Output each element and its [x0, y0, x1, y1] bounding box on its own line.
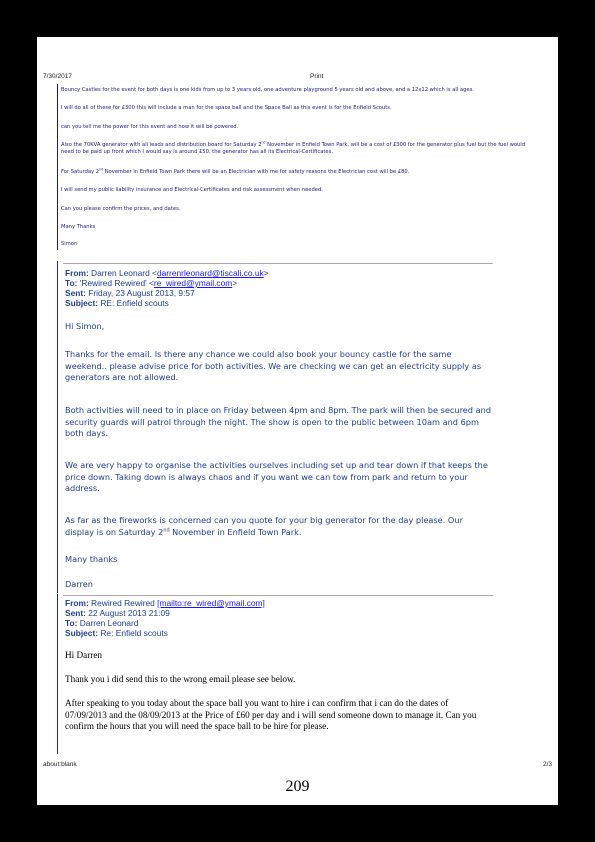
- from-line: From: Darren Leonard <darrenrleonard@tiscali.co.uk>: [65, 268, 269, 278]
- paragraph: I will do all of these for £300 this will include a man for the space ball and the Space Ball as this event is for the Enfield Scouts.: [61, 105, 392, 111]
- subject-line: Subject: Re: Enfield scouts: [65, 628, 168, 638]
- paragraph: After speaking to you today about the space ball you want to hire i can confirm that i can do the dates of 07/09/2013 and the 08/09/2013 at the Price of £60 per day and i will send someone down to manage it. Can you confirm the hours that you will need the space ball to be hire for please.: [65, 698, 477, 731]
- to-line: To: Darren Leonard: [65, 618, 139, 628]
- quoted-message-simon: [57, 84, 547, 250]
- sent-line: Sent: 22 August 2013 21:09: [65, 608, 170, 618]
- greeting: Hi Darren: [65, 650, 102, 660]
- document-page: [37, 37, 558, 805]
- mailto-link[interactable]: [mailto:re_wired@ymail.com]: [157, 598, 265, 608]
- print-title: Print: [310, 73, 324, 80]
- print-footer-page: 2/3: [543, 761, 553, 768]
- paragraph: Many Thanks: [61, 224, 96, 230]
- signature: Darren: [65, 579, 93, 589]
- print-footer-url: about:blank: [43, 761, 77, 768]
- sent-line: Sent: Friday, 23 August 2013, 9:57: [65, 288, 195, 298]
- from-email-link[interactable]: darrenrleonard@tiscali.co.uk: [156, 268, 264, 278]
- greeting: Hi Simon,: [65, 321, 105, 331]
- paragraph: Both activities will need to in place on Friday between 4pm and 8pm. The park will then be secured and security guards will patrol through the night. The show is open to the public between 10am and 6pm both days.: [65, 405, 492, 438]
- paragraph: Thank you i did send this to the wrong email please see below.: [65, 674, 296, 684]
- paragraph: can you tell me the power for this event and how it will be powered.: [61, 124, 239, 130]
- paragraph-fireworks: As far as the fireworks is concerned can you quote for your big generator for the day please. Our display is on Saturday 2nd November in Enfield Town Park.: [65, 515, 463, 537]
- paragraph: Can you please confirm the prices, and dates.: [61, 206, 181, 212]
- divider: [63, 595, 493, 596]
- paragraph-electrician: For Saturday 2nd November in Enfield Town Park there will be an Electrician with me for safety reasons the Electrician cost will be £80.: [61, 167, 410, 175]
- paragraph: Simon: [61, 241, 78, 247]
- paragraph: Bouncy Castles for the event for both days is one kids from up to 3 years old, one adventure playground 5 years old and above, and a 12x12 which is all ages.: [61, 87, 474, 93]
- email-rewired: [57, 594, 493, 754]
- paragraph: I will send my public liability insurance and Electrical-Certificates and risk assessment when needed.: [61, 187, 323, 193]
- email-darren: [57, 261, 493, 593]
- page-number: 209: [285, 778, 310, 795]
- paragraph-generator: Also the 70KVA generator with all leads and distribution board for Saturday 2nd November in Enfield Town Park, will be a cost of £300 for the generator plus fuel but the fuel would need to be paid up front which I would say is around £50. the generator has all its Electrical-Certificates.: [61, 140, 526, 155]
- closing: Many thanks: [65, 554, 118, 564]
- subject-line: Subject: RE: Enfield scouts: [65, 298, 169, 308]
- paragraph: We are very happy to organise the activities ourselves including set up and tear down if that keeps the price down. Taking down is always chaos and if you want we can tow from park and return to your address.: [65, 460, 488, 493]
- print-date: 7/30/2017: [43, 73, 72, 80]
- to-email-link[interactable]: re_wired@ymail.com: [153, 278, 233, 288]
- from-line: From: Rewired Rewired [mailto:re_wired@ymail.com]: [65, 598, 265, 608]
- divider: [63, 263, 493, 264]
- to-line: To: 'Rewired Rewired' <re_wired@ymail.com>: [65, 278, 238, 288]
- paragraph: Thanks for the email. Is there any chance we could also book your bouncy castle for the same weekend.. please advise price for both activities. We are checking we can get an electricity supply as generators are not allowed.: [65, 349, 482, 382]
